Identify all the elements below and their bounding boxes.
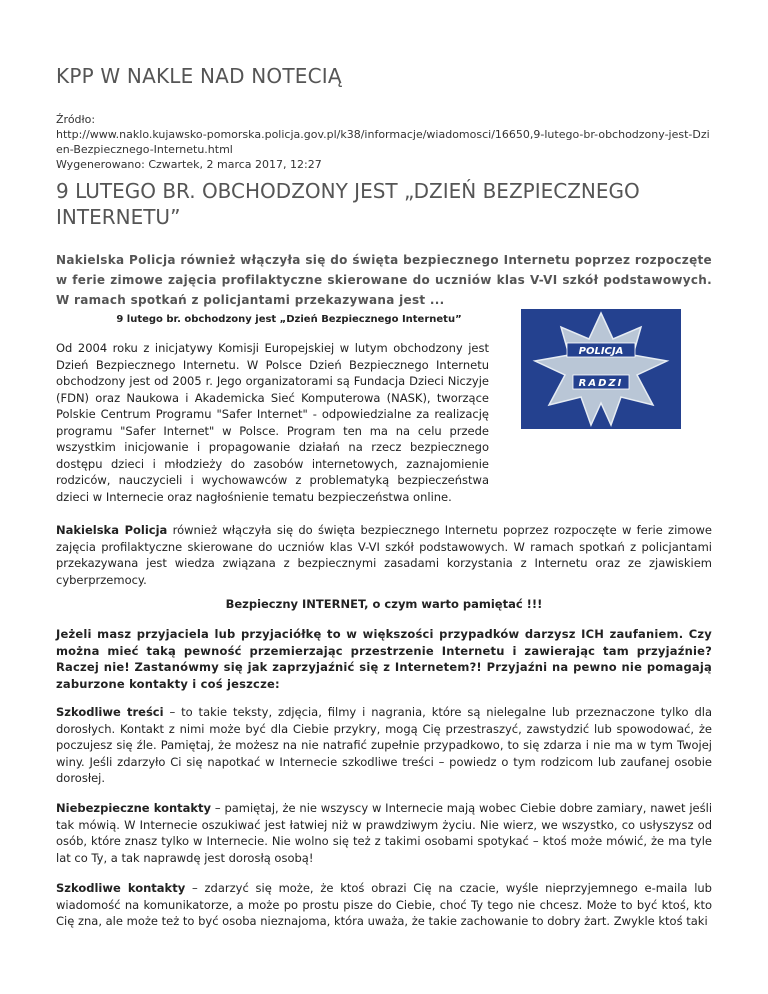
paragraph-harmful-contacts: [56, 880, 712, 930]
paragraph-dangerous-contacts: [56, 800, 712, 866]
police-badge-image: [521, 309, 681, 429]
paragraph-harmful-content: [56, 704, 712, 787]
image-caption: 9 lutego br. obchodzony jest „Dzień Bezpiecznego Internetu”: [116, 314, 462, 325]
section-subheading: Bezpieczny INTERNET, o czym warto pamiętać !!!: [225, 597, 543, 611]
paragraph-harmful-content-text: – to takie teksty, zdjęcia, filmy i nagrania, które są nielegalne lub przeznaczone tylko dla dorosłych. Kontakt z nimi może być dla Ciebie przykry, mogą Cię przestraszyć, zawstydzić lub spowodować, że poczujesz się źle. Pamiętaj, że możesz na nie natrafić zupełnie przypadkowo, to się zdarza i nie ma w tym Twojej winy. Jeśli zdarzyło Ci się napotkać w Internecie szkodliwe treści – powiedz o tym rodzicom lub zaufanej osobie dorosłej.: [56, 705, 712, 785]
paragraph-harmful-contacts-bold: Szkodliwe kontakty: [56, 881, 186, 895]
article-title: 9 LUTEGO BR. OBCHODZONY JEST „DZIEŃ BEZPIECZNEGO INTERNETU”: [56, 179, 640, 229]
source-label: Źródło:: [56, 113, 96, 126]
paragraph-nakielska-text: również włączyła się do święta bezpiecznego Internetu poprzez rozpoczęte w ferie zimowe zajęcia profilaktyczne skierowane do uczniów klas V-VI szkół podstawowych. W ramach spotkań z policjantami przekazywana jest wiedza związana z bezpiecznymi zasadami korzystania z Internetu oraz ze zjawiskiem cyberprzemocy.: [56, 523, 712, 587]
source-info: [56, 112, 716, 172]
intro-paragraph: Od 2004 roku z inicjatywy Komisji Europejskiej w lutym obchodzony jest Dzień Bezpiecznego Internetu. W Polsce Dzień Bezpiecznego Internetu obchodzony jest od 2005 r. Jego organizatorami są Fundacja Dzieci Niczyje (FDN) oraz Naukowa i Akademicka Sieć Komputerowa (NASK), tworzące Polskie Centrum Programu "Safer Internet" - odpowiedzialne za realizację programu "Safer Internet" w Polsce. Program ten ma na celu przede wszystkim inicjowanie i propagowanie działań na rzecz bezpiecznego dostępu dzieci i młodzieży do zasobów internetowych, zaznajomienie rodziców, nauczycieli i wychowawców z problematyką bezpieczeństwa dzieci w Internecie oraz nagłośnienie tematu bezpieczeństwa online.: [56, 341, 489, 504]
paragraph-harmful-content-bold: Szkodliwe treści: [56, 705, 164, 719]
badge-top-text: POLICJA: [578, 346, 624, 357]
paragraph-harmful-contacts-text: – zdarzyć się może, że ktoś obrazi Cię na czacie, wyśle nieprzyjemnego e-maila lub wiadomość na komunikatorze, a może po prostu pisze do Ciebie, choć Ty tego nie chcesz. Może to być ktoś, kto Cię zna, ale może też to być osoba nieznajoma, która uważa, że takie zachowanie to dobry żart. Zwykle ktoś taki: [56, 881, 712, 928]
paragraph-dangerous-contacts-bold: Niebezpieczne kontakty: [56, 801, 212, 815]
paragraph-nakielska: [56, 522, 712, 588]
paragraph-nakielska-bold: Nakielska Policja: [56, 523, 168, 537]
badge-bottom-text: RADZI: [578, 378, 624, 389]
paragraph-dangerous-contacts-text: – pamiętaj, że nie wszyscy w Internecie mają wobec Ciebie dobre zamiary, nawet jeśli tak mówią. W Internecie oszukiwać jest łatwiej niż w prawdziwym życiu. Nie wierz, we wszystko, co usłyszysz od osób, które znasz tylko w Internecie. Nie wolno się też z takimi osobami spotykać – ktoś może mówić, że ma tyle lat co Ty, a tak naprawdę jest dorosłą osobą!: [56, 801, 713, 865]
generated-date: Wygenerowano: Czwartek, 2 marca 2017, 12:27: [56, 158, 322, 171]
friendship-paragraph: Jeżeli masz przyjaciela lub przyjaciółkę to w większości przypadków darzysz ICH zaufaniem. Czy można mieć taką pewność przemierzając przestrzenie Internetu i zawierając tam przyjaźnie? Raczej nie! Zastanówmy się jak zaprzyjaźnić się z Internetem?! Przyjaźni na pewno nie pomagają zaburzone kontakty i coś jeszcze:: [56, 627, 712, 691]
source-url: http://www.naklo.kujawsko-pomorska.policja.gov.pl/k38/informacje/wiadomosci/16650,9-lutego-br-obchodzony-jest-Dzien-Bezpiecznego-Internetu.html: [56, 128, 710, 156]
site-title: KPP W NAKLE NAD NOTECIĄ: [56, 64, 342, 88]
article-lead: Nakielska Policja również włączyła się do święta bezpiecznego Internetu poprzez rozpoczęte w ferie zimowe zajęcia profilaktyczne skierowane do uczniów klas V-VI szkół podstawowych. W ramach spotkań z policjantami przekazywana jest ...: [56, 253, 712, 307]
police-star-icon: [521, 309, 681, 429]
badge-star-shape: [535, 313, 667, 425]
